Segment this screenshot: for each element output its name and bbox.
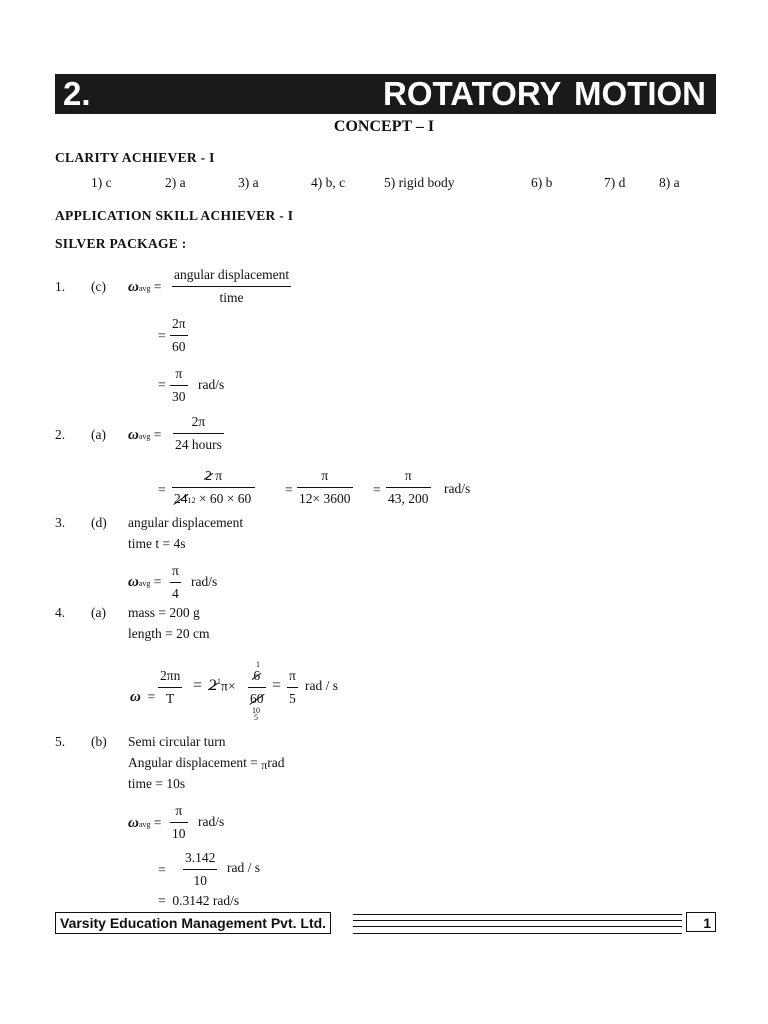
unit: rad/s [444, 481, 471, 496]
equals-sign: = [272, 677, 282, 694]
cancel-note: 5 [254, 713, 258, 722]
question-number: 1. [55, 279, 66, 294]
omega-avg: ωavg = [128, 427, 162, 443]
answer-option: (b) [91, 734, 107, 749]
fraction: $\frac{\pi}{43, 200}$ [388, 468, 429, 506]
equals-sign: = [158, 862, 166, 877]
chapter-number: 2. [63, 75, 91, 112]
answer-option: (c) [91, 279, 106, 294]
question-number: 2. [55, 427, 66, 442]
answer-option: (d) [91, 515, 107, 530]
page-footer [55, 912, 716, 934]
answer-item: 3) a [238, 175, 259, 190]
fraction: $\frac{\pi}{10}$ [172, 803, 186, 841]
silver-package-heading: SILVER PACKAGE : [55, 236, 187, 251]
text-line: angular displacement [128, 515, 244, 530]
omega-avg: ωavg = [128, 574, 162, 590]
text-line: time = 10s [128, 776, 186, 791]
cancel-note: 1 [256, 660, 260, 669]
unit: rad/s [191, 574, 218, 589]
fraction: $\frac{\pi}{5}$ [289, 668, 296, 706]
fraction: $\frac{3.142}{10}$ [185, 850, 216, 888]
chapter-banner [55, 74, 716, 114]
text-line: Angular displacement = πrad [128, 755, 285, 772]
cancelled-term: $2^1\pi\times$ [209, 677, 236, 695]
clarity-heading: CLARITY ACHIEVER - I [55, 150, 215, 165]
omega-avg: ωavg = [128, 279, 162, 295]
unit: rad / s [305, 678, 338, 693]
question-number: 3. [55, 515, 66, 530]
text-line: length = 20 cm [128, 626, 210, 641]
equals-sign: = [373, 482, 381, 497]
text-line: time t = 4s [128, 536, 186, 551]
unit: rad/s [198, 814, 225, 829]
text-line: mass = 200 g [128, 605, 200, 620]
fraction: 2π 24 hours [175, 414, 222, 452]
page-number: 1 [686, 912, 716, 932]
equals-sign: = [193, 677, 203, 694]
fraction: $\frac{\pi}{4}$ [172, 563, 179, 601]
answer-item: 5) rigid body [384, 175, 455, 190]
question-number: 5. [55, 734, 66, 749]
answer-item: 4) b, c [311, 175, 346, 190]
concept-heading: CONCEPT – I [333, 118, 435, 135]
answer-option: (a) [91, 427, 106, 442]
answer-item: 1) c [91, 175, 112, 190]
fraction-with-cancellation: $\frac{6}{60}$ [250, 668, 264, 706]
text-line: Semi circular turn [128, 734, 226, 749]
chapter-title: ROTATORY MOTION [383, 75, 706, 112]
answer-item: 8) a [659, 175, 680, 190]
fraction: angular displacement time [174, 267, 290, 305]
fraction: $\frac{2\pi n}{T}$ [160, 668, 181, 706]
company-name: Varsity Education Management Pvt. Ltd. [55, 912, 331, 934]
equals-sign: = [158, 328, 166, 343]
fraction: $\frac{\pi}{30}$ [172, 366, 186, 404]
question-number: 4. [55, 605, 66, 620]
unit: rad/s [198, 377, 225, 392]
answer-item: 2) a [165, 175, 186, 190]
fraction: $\frac{\pi}{12\times 3600}$ [299, 468, 351, 506]
fraction-with-cancellation: $\frac{2 \pi}{2412 \times 60 \times 60}$ [172, 468, 255, 507]
omega-equals: ω = [130, 689, 156, 705]
unit: rad / s [227, 860, 260, 875]
equals-sign: = [158, 377, 166, 392]
omega-avg: ωavg = [128, 815, 162, 831]
answer-item: 6) b [531, 175, 553, 190]
fraction: $\frac{2\pi}{60}$ [172, 316, 186, 354]
equals-sign: = [285, 482, 293, 497]
equals-sign: = [158, 482, 166, 497]
final-answer: = 0.3142 rad/s [158, 893, 240, 908]
answer-item: 7) d [604, 175, 626, 190]
answer-option: (a) [91, 605, 106, 620]
footer-rule [353, 914, 682, 934]
application-heading: APPLICATION SKILL ACHIEVER - I [55, 208, 294, 223]
cancel-note: 10 [252, 706, 260, 715]
